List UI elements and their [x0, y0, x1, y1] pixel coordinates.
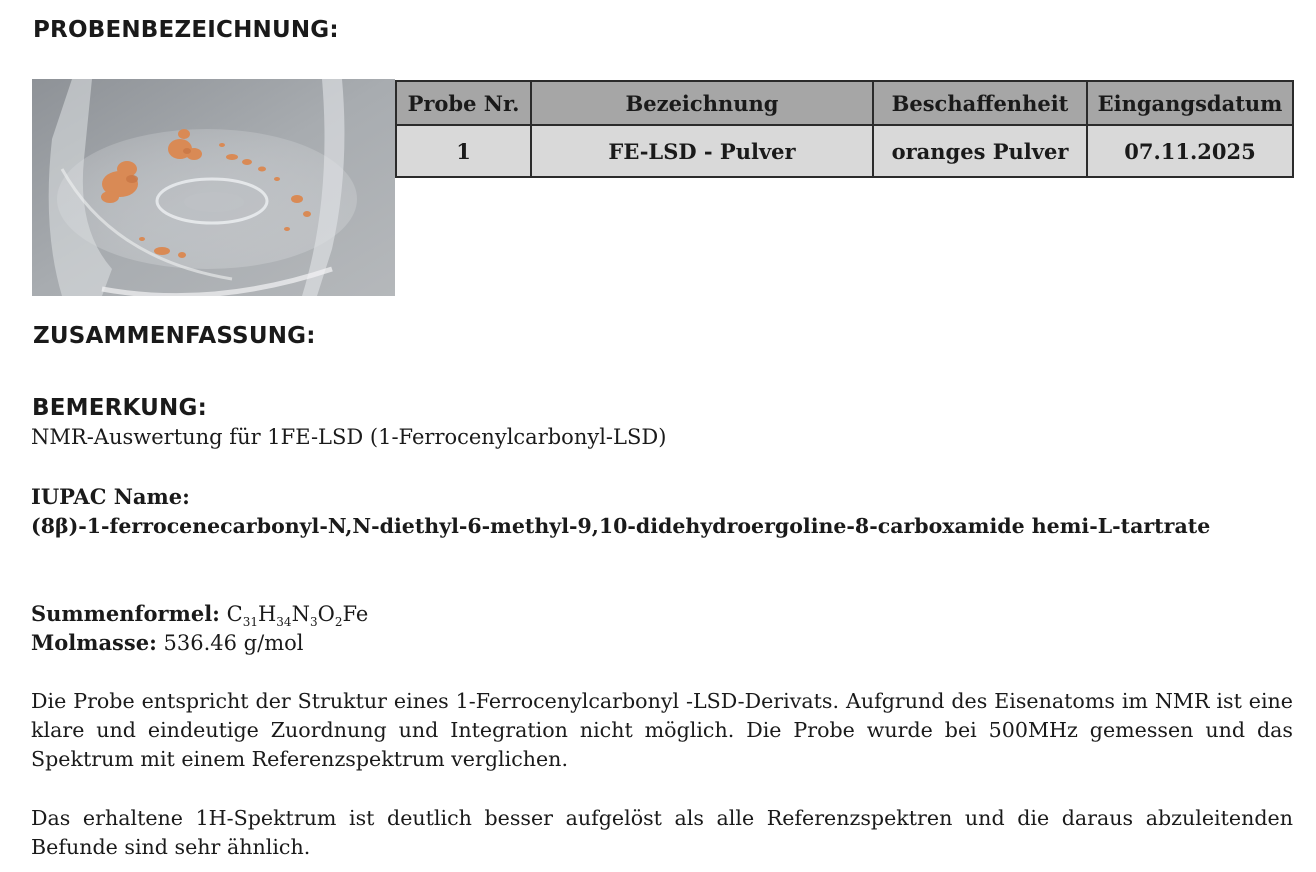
- formula-element-n: N: [291, 602, 310, 626]
- formula-element-o: O: [317, 602, 335, 626]
- formula-element-c: C: [226, 602, 243, 626]
- table-header-row: [396, 81, 1293, 125]
- formula-element-fe: Fe: [342, 602, 369, 626]
- summary-paragraph-1: Die Probe entspricht der Struktur eines 1-Ferrocenylcarbonyl -LSD-Derivats. Aufgrund des Eisenatoms im NMR ist eine klare und eindeutige Zuordnung und Integration nicht möglich. Die Probe wurde bei 500MHz gemessen und das Spektrum mit einem Referenzspektrum verglichen.: [31, 689, 1293, 771]
- formula-value: [226, 602, 369, 629]
- sample-photo: [32, 79, 395, 296]
- mass-value: 536.46 g/mol: [163, 631, 304, 655]
- cell-eingangsdatum: 07.11.2025: [1087, 125, 1293, 177]
- mass-line: [31, 628, 303, 658]
- formula-count-h: 34: [276, 615, 292, 629]
- probe-heading: PROBENBEZEICHNUNG:: [33, 17, 339, 43]
- cell-bezeichnung: FE-LSD - Pulver: [531, 125, 873, 177]
- formula-element-h: H: [257, 602, 277, 626]
- header-bezeichnung: Bezeichnung: [531, 81, 873, 125]
- header-probe-nr: Probe Nr.: [396, 81, 531, 125]
- summary-paragraph-2: Das erhaltene 1H-Spektrum ist deutlich besser aufgelöst als alle Referenzspektren und die daraus abzuleitenden Befunde sind sehr ähnlich.: [31, 806, 1293, 859]
- header-eingangsdatum: Eingangsdatum: [1087, 81, 1293, 125]
- formula-label: Summenformel:: [31, 601, 220, 626]
- sample-table: [395, 80, 1294, 178]
- table-row: [396, 125, 1293, 177]
- header-beschaffenheit: Beschaffenheit: [873, 81, 1087, 125]
- summary-heading: ZUSAMMENFASSUNG:: [33, 323, 316, 349]
- mass-label: Molmasse:: [31, 630, 157, 655]
- formula-line: [31, 599, 368, 629]
- vial-image: [32, 79, 395, 296]
- formula-count-n: 3: [309, 615, 318, 629]
- remark-heading: BEMERKUNG:: [32, 395, 207, 421]
- iupac-name: (8β)-1-ferrocenecarbonyl-N,N-diethyl-6-methyl-9,10-didehydroergoline-8-carboxamide hemi-L-tartrate: [31, 514, 1211, 538]
- remark-text: NMR-Auswertung für 1FE-LSD (1-Ferrocenylcarbonyl-LSD): [31, 425, 667, 449]
- cell-probe-nr: 1: [396, 125, 531, 177]
- formula-count-c: 31: [242, 615, 258, 629]
- formula-count-o: 2: [334, 615, 343, 629]
- iupac-label: IUPAC Name:: [31, 484, 190, 509]
- cell-beschaffenheit: oranges Pulver: [873, 125, 1087, 177]
